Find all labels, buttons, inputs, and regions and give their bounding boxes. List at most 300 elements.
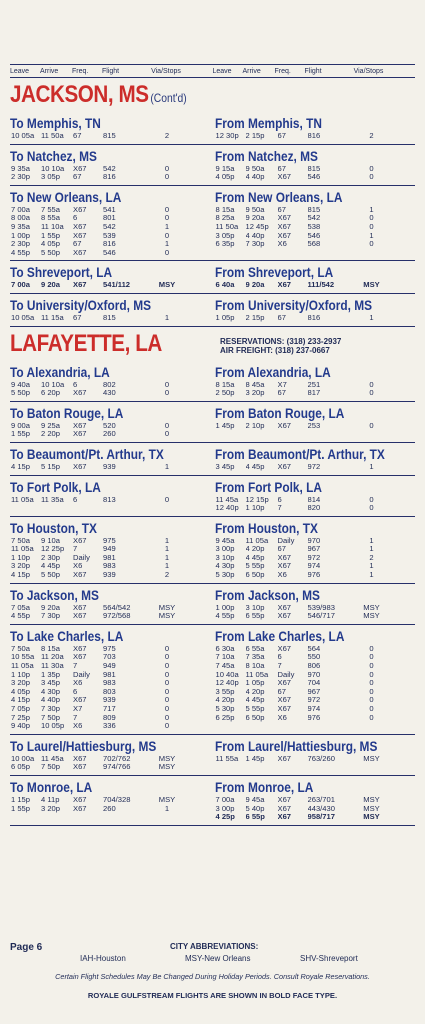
arrive-time: 11 10a <box>41 222 64 231</box>
via-stops: 0 <box>369 380 374 389</box>
leave-time: 11 05a <box>11 662 34 671</box>
abbreviation-iah: IAH-Houston <box>80 954 126 963</box>
arrive-time: 12 45p <box>245 222 269 231</box>
route-title: From University/Oxford, MS <box>214 297 372 313</box>
frequency: X6 <box>277 713 287 722</box>
flight-number: 949 <box>103 545 116 554</box>
route-title: From Lake Charles, LA <box>214 628 344 644</box>
arrive-time: 8 55a <box>41 214 61 223</box>
via-stops: 1 <box>164 545 170 554</box>
flight-row <box>215 223 416 232</box>
arrive-time: 5 50p <box>41 248 61 257</box>
city-abbreviations-title: CITY ABBREVIATIONS: <box>170 942 259 951</box>
arrive-time: 11 20a <box>41 653 64 662</box>
leave-time: 3 00p <box>215 804 235 813</box>
frequency: 67 <box>73 313 82 322</box>
flight-row <box>10 249 213 258</box>
flight-row <box>10 381 213 390</box>
frequency: 67 <box>73 132 82 140</box>
frequency: X67 <box>73 430 87 439</box>
flight-row <box>215 653 416 662</box>
route-title: From Jackson, MS <box>214 587 320 603</box>
arrive-time: 6 55p <box>245 813 265 822</box>
leave-time: 4 15p <box>11 696 31 705</box>
abbreviation-msy: MSY-New Orleans <box>185 954 251 963</box>
arrive-time: 4 40p <box>41 696 61 705</box>
flight-number: 974/766 <box>103 763 131 772</box>
schedule-sections <box>10 78 415 826</box>
flight-number: 542 <box>103 222 116 231</box>
via-stops: 0 <box>369 696 374 705</box>
via-stops: 0 <box>369 222 374 231</box>
frequency: X67 <box>277 612 292 621</box>
flight-number: 541/112 <box>103 281 131 290</box>
route-to <box>10 480 213 513</box>
arrive-time: 10 10a <box>41 164 65 173</box>
arrive-time: 11 45a <box>41 754 64 763</box>
flight-number: 546 <box>307 231 321 240</box>
via-stops: MSY <box>158 763 176 772</box>
flight-number: 972 <box>307 696 321 705</box>
leave-time: 1 55p <box>11 804 31 813</box>
frequency: X67 <box>277 553 292 562</box>
arrive-time: 7 30p <box>245 240 265 249</box>
leave-time: 7 00a <box>11 281 31 290</box>
frequency: X67 <box>73 571 87 580</box>
leave-time: 4 55p <box>215 612 235 621</box>
arrive-time: 11 30a <box>41 662 64 671</box>
flight-number: 251 <box>307 380 321 389</box>
frequency: 67 <box>277 205 286 214</box>
route-to <box>10 739 213 772</box>
flight-number: 538 <box>307 222 321 231</box>
arrive-time: 8 45a <box>245 380 265 389</box>
flight-row <box>215 688 416 697</box>
via-stops: 2 <box>164 132 170 140</box>
flight-number: 703 <box>103 653 116 662</box>
via-stops: 1 <box>164 804 170 813</box>
flight-row <box>215 755 416 764</box>
arrive-time: 1 45p <box>245 754 265 763</box>
arrive-time: 6 55p <box>245 612 265 621</box>
via-stops: 0 <box>164 670 170 679</box>
frequency: 67 <box>277 545 286 554</box>
flight-number: 939 <box>103 571 116 580</box>
flight-number: 820 <box>307 504 321 513</box>
via-stops: 1 <box>369 231 374 240</box>
arrive-time: 9 20a <box>41 281 61 290</box>
flight-number: 546 <box>307 173 321 182</box>
flight-number: 816 <box>307 132 321 140</box>
arrive-time: 7 50p <box>41 763 61 772</box>
flight-number: 817 <box>307 389 321 398</box>
via-stops: MSY <box>158 281 176 290</box>
leave-time: 3 20p <box>11 679 31 688</box>
leave-time: 1 00p <box>11 231 31 240</box>
arrive-time: 8 15a <box>41 644 61 653</box>
abbreviation-shv: SHV-Shreveport <box>300 954 358 963</box>
leave-time: 4 20p <box>215 696 235 705</box>
via-stops: 0 <box>369 705 374 713</box>
flight-number: 803 <box>103 687 116 696</box>
frequency: 67 <box>277 132 286 140</box>
flight-row <box>10 705 213 714</box>
route-from <box>213 780 416 822</box>
frequency: X67 <box>73 205 87 214</box>
arrive-time: 4 45p <box>245 696 265 705</box>
via-stops: 0 <box>369 687 374 696</box>
flight-number: 939 <box>103 462 116 471</box>
route-to <box>10 116 213 141</box>
route-title: To Beaumont/Pt. Arthur, TX <box>10 446 164 462</box>
flight-row <box>215 206 416 215</box>
frequency: X67 <box>277 795 292 804</box>
frequency: X67 <box>73 462 87 471</box>
frequency: X67 <box>73 222 87 231</box>
frequency: X67 <box>73 754 87 763</box>
route-to <box>10 588 213 621</box>
flight-number: 949 <box>103 662 116 671</box>
flight-row <box>215 805 416 814</box>
arrive-time: 4 40p <box>245 231 265 240</box>
arrive-time: 11 50a <box>41 132 64 140</box>
arrive-time: 9 50a <box>245 164 265 173</box>
leave-time: 1 10p <box>11 670 31 679</box>
route-to <box>10 406 213 439</box>
flight-number: 542 <box>103 164 116 173</box>
leave-time: 5 50p <box>11 389 31 398</box>
city-name <box>10 330 162 358</box>
arrive-time: 2 15p <box>245 132 265 140</box>
route-to <box>10 298 213 323</box>
leave-time: 4 15p <box>11 462 31 471</box>
flight-number: 976 <box>307 713 321 722</box>
leave-time: 1 45p <box>215 421 235 430</box>
flight-row <box>10 571 213 580</box>
leave-time: 10 40a <box>215 670 239 679</box>
leave-time: 1 55p <box>11 430 31 439</box>
leave-time: 4 30p <box>215 562 235 571</box>
via-stops: MSY <box>158 603 176 612</box>
route-title: From Memphis, TN <box>214 116 322 131</box>
frequency: X67 <box>73 248 87 257</box>
leave-time: 4 15p <box>11 571 31 580</box>
frequency: X67 <box>277 804 292 813</box>
leave-time: 3 55p <box>215 687 235 696</box>
arrive-time: 11 05a <box>245 670 269 679</box>
column-header-right <box>213 68 416 75</box>
frequency: X6 <box>73 679 83 688</box>
frequency: X67 <box>277 214 292 223</box>
frequency: X67 <box>277 696 292 705</box>
arrive-time: 5 15p <box>41 462 61 471</box>
route-title: To Monroe, LA <box>10 779 93 795</box>
via-stops: MSY <box>158 754 176 763</box>
flight-row <box>215 389 416 398</box>
frequency: X67 <box>73 795 87 804</box>
route-from <box>213 365 416 398</box>
route-row <box>10 402 415 443</box>
flight-number: 814 <box>307 495 321 504</box>
flight-number: 983 <box>103 679 116 688</box>
arrive-time: 9 20a <box>41 603 61 612</box>
frequency: X6 <box>73 722 83 731</box>
arrive-time: 10 05p <box>41 722 65 731</box>
route-row <box>10 361 415 402</box>
flight-number: 816 <box>103 240 116 249</box>
via-stops: 1 <box>369 462 374 471</box>
via-stops: 1 <box>369 545 374 554</box>
route-from <box>213 406 416 439</box>
via-stops: MSY <box>363 754 380 763</box>
flight-number: 972 <box>307 553 321 562</box>
frequency: X67 <box>277 281 292 290</box>
flight-number: 815 <box>307 164 321 173</box>
frequency: 67 <box>73 240 82 249</box>
frequency: Daily <box>277 536 295 545</box>
frequency: 6 <box>73 495 78 504</box>
arrive-time: 7 30p <box>41 612 61 621</box>
leave-time: 6 25p <box>215 713 235 722</box>
via-stops: 0 <box>369 389 374 398</box>
flight-row <box>10 463 213 472</box>
arrive-time: 4 20p <box>245 545 265 554</box>
frequency: 7 <box>277 662 282 671</box>
frequency: X67 <box>277 231 292 240</box>
arrive-time: 5 50p <box>41 571 61 580</box>
city-heading-row <box>10 78 415 112</box>
route-title: From Alexandria, LA <box>214 364 331 380</box>
route-title: To New Orleans, LA <box>10 189 122 205</box>
leave-time: 9 00a <box>11 421 31 430</box>
leave-time: 8 00a <box>11 214 31 223</box>
flight-row <box>10 554 213 563</box>
route-from <box>213 298 416 323</box>
flight-row <box>10 173 213 182</box>
route-title: To Jackson, MS <box>10 587 99 603</box>
header-arrive: Arrive <box>242 68 261 75</box>
via-stops: 0 <box>164 696 170 705</box>
flight-row <box>215 554 416 563</box>
leave-time: 3 45p <box>215 462 235 471</box>
flight-number: 443/430 <box>307 804 335 813</box>
flight-number: 546 <box>103 248 116 257</box>
leave-time: 4 25p <box>215 813 235 822</box>
arrive-time: 4 05p <box>41 240 61 249</box>
via-stops: 0 <box>164 231 170 240</box>
via-stops: 2 <box>369 553 374 562</box>
arrive-time: 2 20p <box>41 430 61 439</box>
route-title: To Baton Rouge, LA <box>10 405 124 421</box>
via-stops: 2 <box>164 571 170 580</box>
frequency: 7 <box>277 504 282 513</box>
route-to <box>10 365 213 398</box>
leave-time: 2 30p <box>11 173 31 182</box>
leave-time: 6 30a <box>215 644 235 653</box>
flight-row <box>215 696 416 705</box>
frequency: X67 <box>73 389 87 398</box>
leave-time: 8 15a <box>215 380 235 389</box>
via-stops: 0 <box>164 722 170 731</box>
arrive-time: 5 55p <box>245 562 265 571</box>
arrive-time: 9 20a <box>245 214 265 223</box>
via-stops: 0 <box>369 679 374 688</box>
via-stops: 1 <box>164 313 170 322</box>
frequency: X67 <box>73 164 87 173</box>
flight-row <box>10 389 213 398</box>
frequency: Daily <box>73 553 90 562</box>
frequency: Daily <box>277 670 295 679</box>
flight-number: 815 <box>307 205 321 214</box>
flight-row <box>10 662 213 671</box>
city-heading-row <box>10 327 415 361</box>
route-from <box>213 629 416 731</box>
flight-number: 816 <box>307 313 321 322</box>
flight-number: 972/568 <box>103 612 131 621</box>
via-stops: 0 <box>164 679 170 688</box>
route-row <box>10 776 415 826</box>
flight-number: 550 <box>307 653 321 662</box>
via-stops: 0 <box>164 705 170 713</box>
flight-row <box>10 206 213 215</box>
frequency: 6 <box>277 495 282 504</box>
flight-row <box>215 679 416 688</box>
arrive-time: 1 55p <box>41 231 61 240</box>
arrive-time: 11 05a <box>245 536 269 545</box>
route-to <box>10 190 213 258</box>
via-stops: 1 <box>164 222 170 231</box>
leave-time: 3 20p <box>11 562 31 571</box>
leave-time: 9 40p <box>11 722 31 731</box>
leave-time: 4 05p <box>11 687 31 696</box>
arrive-time: 6 55a <box>245 644 265 653</box>
flight-row <box>10 604 213 613</box>
route-title: From Laurel/Hattiesburg, MS <box>214 738 377 754</box>
flight-number: 809 <box>103 713 116 722</box>
flight-number: 981 <box>103 553 116 562</box>
flight-number: 542 <box>307 214 321 223</box>
flight-row <box>10 696 213 705</box>
flight-row <box>10 671 213 680</box>
frequency: X67 <box>277 462 292 471</box>
route-from <box>213 149 416 182</box>
via-stops: 1 <box>164 240 170 249</box>
flight-number: 568 <box>307 240 321 249</box>
leave-time: 10 00a <box>11 754 35 763</box>
route-title: From Natchez, MS <box>214 148 318 164</box>
arrive-time: 2 30p <box>41 553 61 562</box>
flight-row <box>10 314 213 323</box>
leave-time: 12 40p <box>215 504 239 513</box>
holiday-note: Certain Flight Schedules May Be Changed During Holiday Periods. Consult Royale Reservations. <box>55 972 370 981</box>
flight-number: 260 <box>103 430 116 439</box>
flight-number: 704 <box>307 679 321 688</box>
frequency: X67 <box>73 536 87 545</box>
flight-number: 541 <box>103 205 116 214</box>
via-stops: 1 <box>369 562 374 571</box>
leave-time: 1 00p <box>215 603 235 612</box>
timetable-page <box>10 64 415 826</box>
flight-row <box>215 562 416 571</box>
route-row <box>10 443 415 476</box>
leave-time: 2 30p <box>11 240 31 249</box>
frequency: X67 <box>277 603 292 612</box>
header-flight: Flight <box>304 68 322 75</box>
flight-number: 981 <box>103 670 116 679</box>
route-row <box>10 476 415 517</box>
flight-number: 958/717 <box>307 813 335 822</box>
frequency: X6 <box>73 562 83 571</box>
leave-time: 1 10p <box>11 553 31 562</box>
route-row <box>10 517 415 584</box>
frequency: X67 <box>277 562 292 571</box>
header-freq: Freq. <box>72 68 89 75</box>
header-flight: Flight <box>102 68 120 75</box>
flight-number: 801 <box>103 214 116 223</box>
via-stops: 0 <box>164 421 170 430</box>
frequency: X67 <box>277 813 292 822</box>
via-stops: MSY <box>363 813 380 822</box>
via-stops: 0 <box>369 214 374 223</box>
flight-number: 815 <box>103 313 116 322</box>
frequency: 6 <box>73 214 78 223</box>
reservation-line: RESERVATIONS: (318) 233-2937 <box>220 336 342 346</box>
leave-time: 9 40a <box>11 380 31 389</box>
arrive-time: 2 15p <box>245 313 265 322</box>
leave-time: 5 30p <box>215 705 235 713</box>
via-stops: 0 <box>164 653 170 662</box>
flight-number: 970 <box>307 670 321 679</box>
flight-row <box>215 604 416 613</box>
arrive-time: 11 15a <box>41 313 64 322</box>
frequency: 6 <box>73 687 78 696</box>
arrive-time: 3 05p <box>41 173 61 182</box>
via-stops: 1 <box>369 313 374 322</box>
flight-row <box>10 165 213 174</box>
via-stops: MSY <box>158 612 176 621</box>
route-title: From Fort Polk, LA <box>214 479 322 495</box>
leave-time: 6 35p <box>215 240 235 249</box>
flight-number: 763/260 <box>307 754 335 763</box>
header-leave: Leave <box>10 68 30 75</box>
frequency: X67 <box>277 754 292 763</box>
reservation-line: AIR FREIGHT: (318) 237-0667 <box>220 345 330 355</box>
column-header-left <box>10 68 213 75</box>
leave-time: 10 05a <box>11 132 35 140</box>
arrive-time: 4 45p <box>245 462 265 471</box>
arrive-time: 6 50p <box>245 713 265 722</box>
flight-row <box>215 714 416 723</box>
frequency: Daily <box>73 670 90 679</box>
via-stops: 0 <box>369 662 374 671</box>
leave-time: 12 40p <box>215 679 239 688</box>
flight-row <box>10 688 213 697</box>
leave-time: 12 30p <box>215 132 239 140</box>
flight-row <box>215 132 416 141</box>
city-name-text: JACKSON, MS <box>10 81 149 108</box>
flight-number: 539/983 <box>307 603 335 612</box>
flight-number: 983 <box>103 562 116 571</box>
arrive-time: 2 10p <box>245 421 265 430</box>
leave-time: 3 00p <box>215 545 235 554</box>
via-stops: 1 <box>164 562 170 571</box>
flight-row <box>215 173 416 182</box>
route-title: To Laurel/Hattiesburg, MS <box>10 738 157 754</box>
route-title: From Beaumont/Pt. Arthur, TX <box>214 446 385 462</box>
flight-row <box>10 562 213 571</box>
reservation-info <box>220 337 341 355</box>
frequency: X67 <box>73 231 87 240</box>
